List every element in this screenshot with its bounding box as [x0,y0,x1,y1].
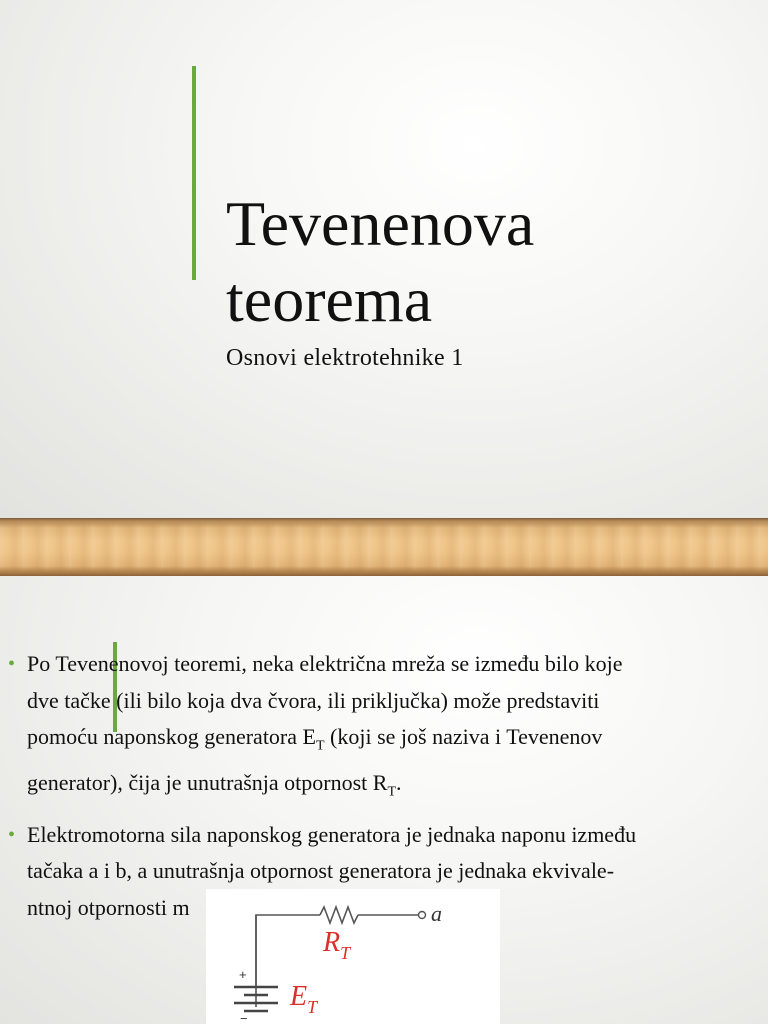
resistor-label [322,927,352,963]
bullet2-line2: tačaka a i b, a unutrašnja otpornost generatora je jednaka ekvivale- [27,858,615,884]
terminal-a-label: a [431,901,442,926]
bullet1-line4-rest: . [396,769,402,795]
bullet2-line3: ntnoj otpornosti m [27,894,190,920]
thevenin-circuit-image [206,889,500,1024]
resistor-label-sub: T [340,943,351,963]
source-label-main: E [290,981,308,1012]
bullet1-line4 [27,769,402,800]
bullet1-line3-rest: (koji se još naziva i Tevenenov [324,724,603,749]
resistor-label-main: R [323,927,341,958]
plus-sign: + [239,967,247,982]
content-slide [0,576,768,1024]
circuit-wire-top [256,915,320,1007]
bullet1-line3-text: pomoću naponskog generatora E [27,724,316,749]
bullet1-line3 [27,724,603,754]
terminal-a-icon [419,912,426,919]
source-label-sub: T [307,997,318,1017]
minus-sign: − [240,1011,248,1024]
title-line-2: teorema [226,264,433,335]
bullet1-line4-text: generator), čija je unutrašnja otpornost R [27,769,388,795]
bullet2-line1: Elektromotorna sila naponskog generatora je jednaka naponu između [27,821,637,847]
resistor-icon [320,907,358,923]
wood-divider [0,518,768,576]
bullet-dot-icon: • [8,653,16,675]
bullet1-et-subscript: T [315,738,325,754]
slide-subtitle: Osnovi elektrotehnike 1 [226,345,464,371]
source-label [289,981,319,1017]
title-line-1: Tevenenova [226,188,535,259]
slide-title [226,186,534,338]
circuit-diagram [206,889,500,1024]
bullet1-rt-subscript: T [387,784,397,800]
bullet1-line2: dve tačke (ili bilo koja dva čvora, ili priključka) može predstaviti [27,687,600,713]
bullet-item-1 [8,646,738,811]
accent-bar [192,66,196,280]
bullet1-line1: Po Tevenenovoj teoremi, neka električna mreža se između bilo koje [27,651,623,676]
bullet-dot-icon: • [8,823,16,846]
